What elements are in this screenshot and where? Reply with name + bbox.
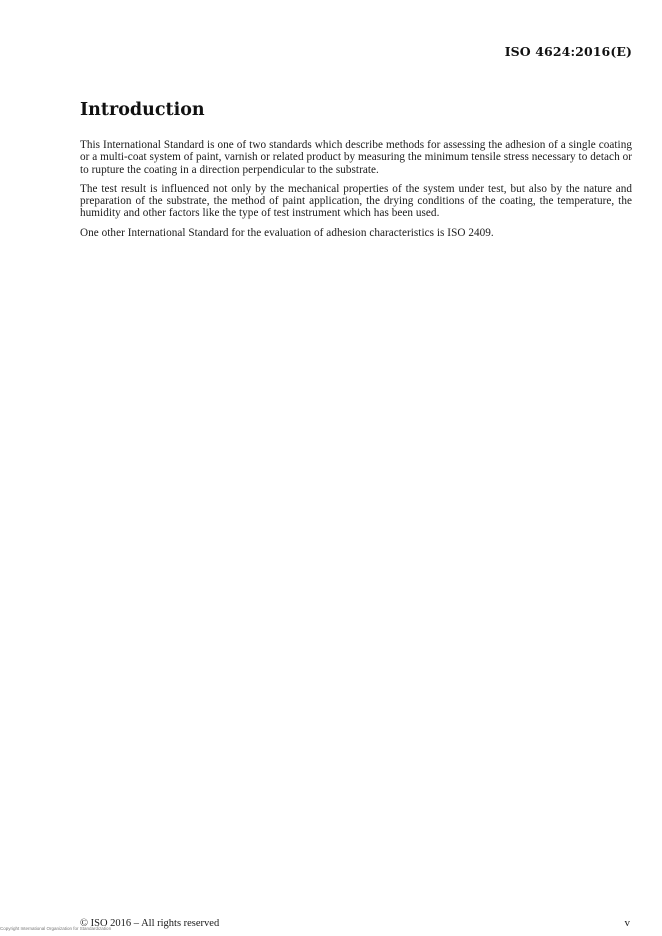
paragraph: This International Standard is one of two standards which describe methods for assessing the adhesion of a single coating or a multi-coat system of paint, varnish or related product by measuring the minimum tensile stress necessary to detach or to rupture the coating in a direction perpendicular to the substrate. (80, 139, 632, 176)
paragraph: One other International Standard for the evaluation of adhesion characteristics is ISO 2409. (80, 226, 494, 239)
document-id-header: ISO 4624:2016(E) (504, 44, 632, 59)
footer-copyright: © ISO 2016 – All rights reserved (80, 918, 220, 929)
body-text (80, 139, 632, 246)
copyright-watermark: Copyright International Organization for Standardization (0, 926, 112, 931)
paragraph: The test result is influenced not only by the mechanical properties of the system under test, but also by the nature and preparation of the substrate, the method of paint application, the drying conditions of the coating, the temperature, the humidity and other factors like the type of test instrument which has been used. (80, 182, 632, 220)
page-number: v (624, 917, 630, 929)
section-heading: Introduction (80, 100, 205, 120)
